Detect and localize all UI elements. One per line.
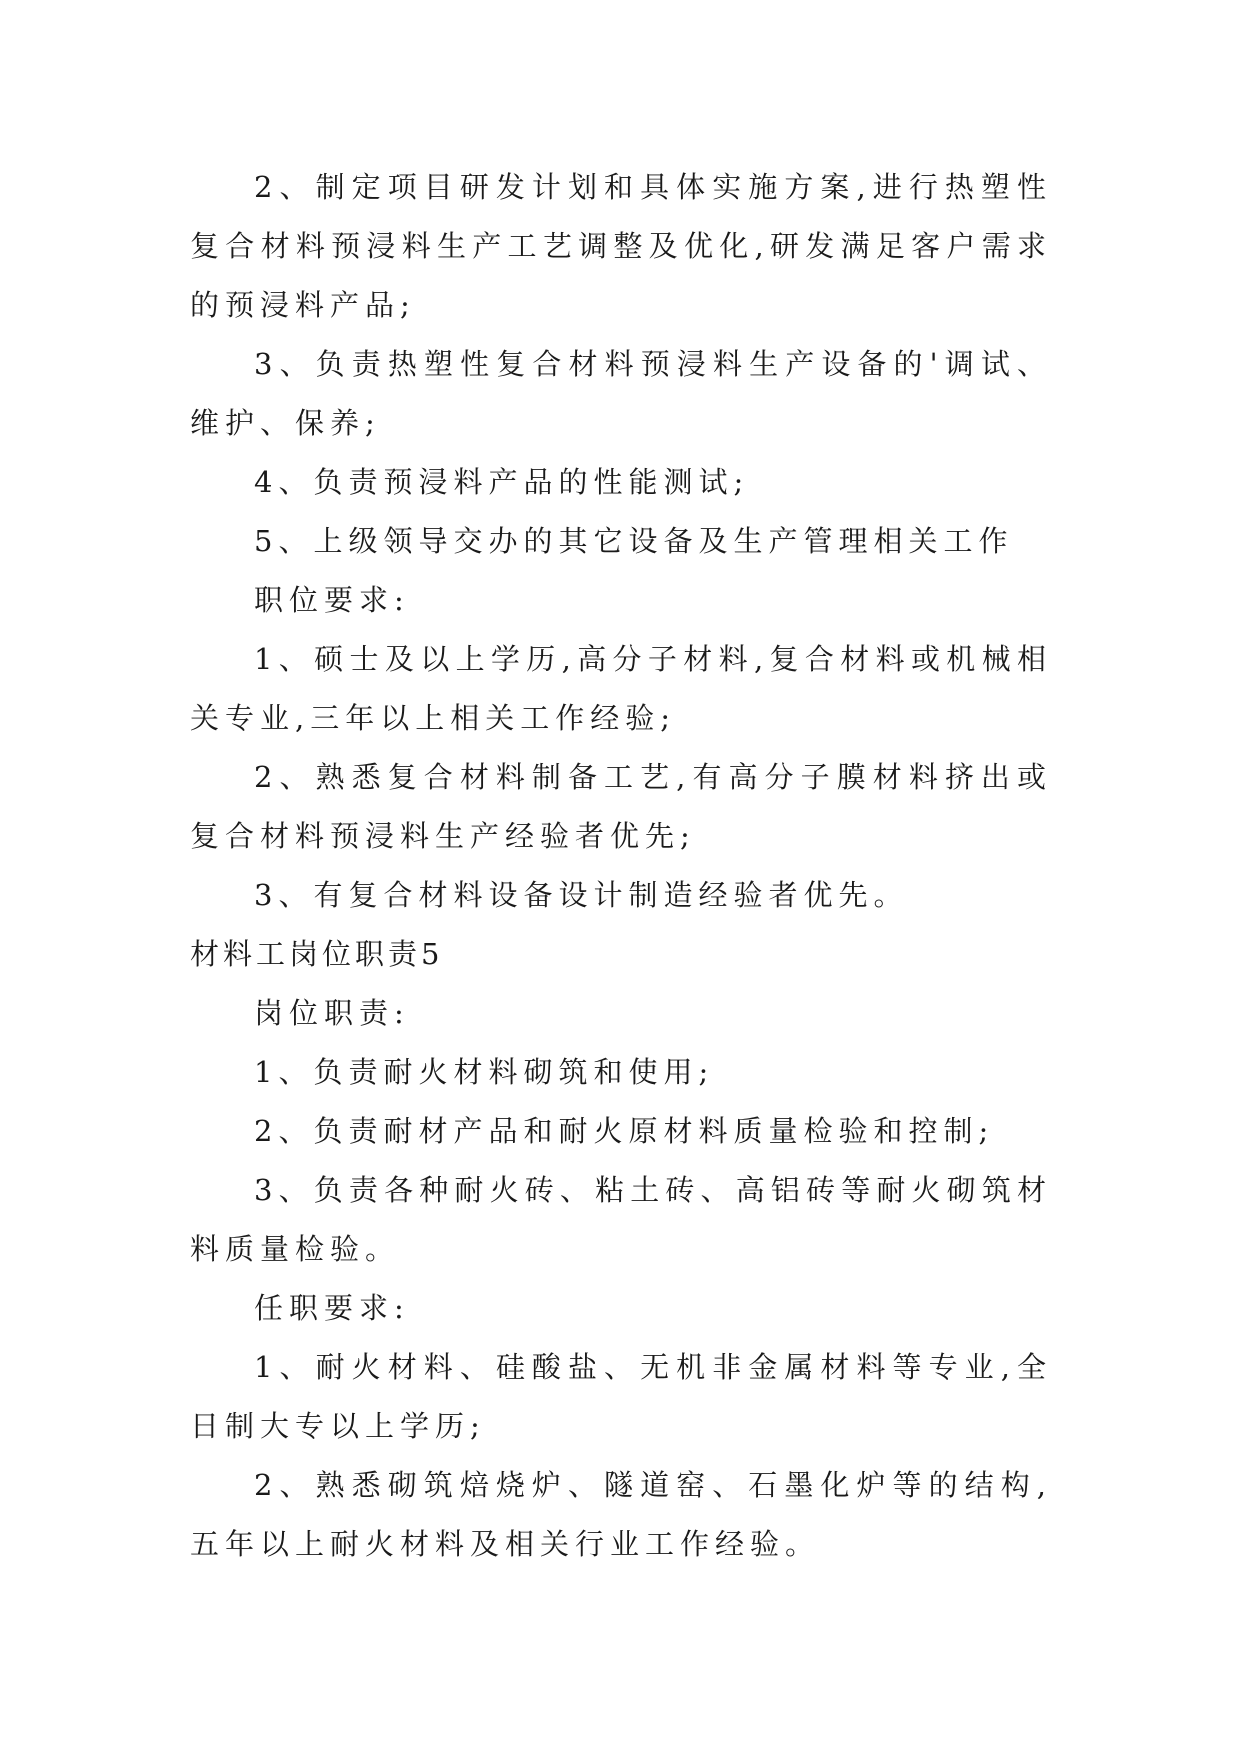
paragraph: 3、负责热塑性复合材料预浸料生产设备的'调试、维护、保养; bbox=[190, 347, 1052, 440]
paragraph: 2、熟悉复合材料制备工艺,有高分子膜材料挤出或复合材料预浸料生产经验者优先; bbox=[190, 760, 1052, 853]
document-body bbox=[190, 158, 1052, 1574]
paragraph: 5、上级领导交办的其它设备及生产管理相关工作 bbox=[254, 524, 1014, 558]
section-heading: 材料工岗位职责5 bbox=[190, 937, 444, 971]
paragraph: 1、耐火材料、硅酸盐、无机非金属材料等专业,全日制大专以上学历; bbox=[190, 1350, 1052, 1443]
paragraph: 3、负责各种耐火砖、粘土砖、高铝砖等耐火砌筑材料质量检验。 bbox=[190, 1173, 1052, 1266]
paragraph: 任职要求: bbox=[254, 1291, 410, 1325]
paragraph: 4、负责预浸料产品的性能测试; bbox=[254, 465, 750, 499]
paragraph: 3、有复合材料设备设计制造经验者优先。 bbox=[254, 878, 909, 912]
paragraph: 2、制定项目研发计划和具体实施方案,进行热塑性复合材料预浸料生产工艺调整及优化,研发满足客户需求的预浸料产品; bbox=[190, 170, 1052, 322]
paragraph: 职位要求: bbox=[254, 583, 410, 617]
paragraph: 2、负责耐材产品和耐火原材料质量检验和控制; bbox=[254, 1114, 995, 1148]
paragraph: 岗位职责: bbox=[254, 996, 410, 1030]
paragraph: 1、硕士及以上学历,高分子材料,复合材料或机械相关专业,三年以上相关工作经验; bbox=[190, 642, 1052, 735]
paragraph: 1、负责耐火材料砌筑和使用; bbox=[254, 1055, 715, 1089]
paragraph: 2、熟悉砌筑焙烧炉、隧道窑、石墨化炉等的结构,五年以上耐火材料及相关行业工作经验。 bbox=[190, 1468, 1052, 1561]
